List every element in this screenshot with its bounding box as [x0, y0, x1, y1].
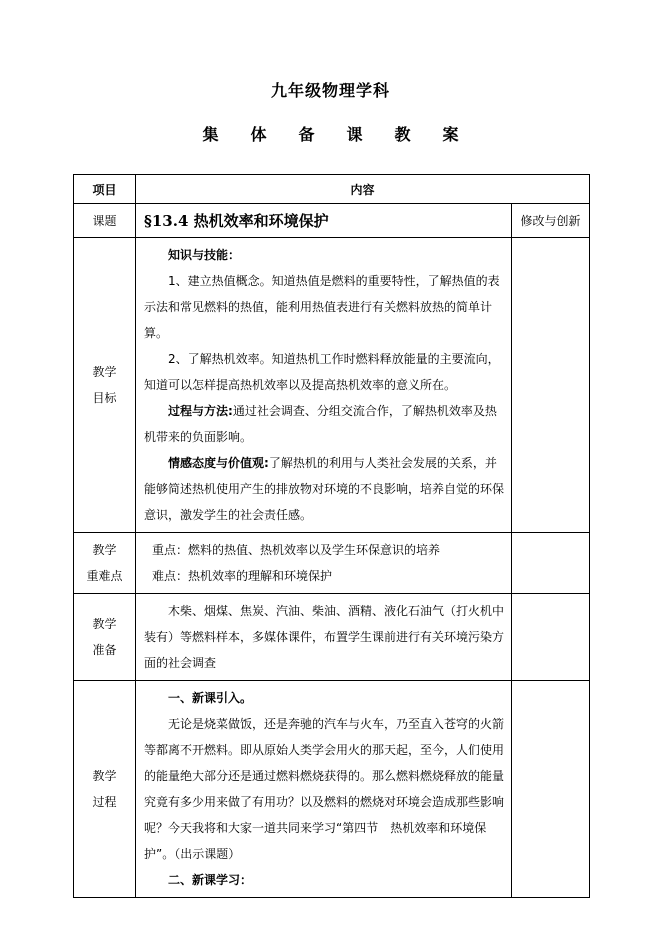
emotion-heading: 情感态度与价值观: — [168, 456, 269, 470]
key-point-text: 重点：燃料的热值、热机效率以及学生环保意识的培养 — [152, 543, 441, 557]
goals-content — [136, 238, 512, 533]
document-type-title — [0, 122, 661, 145]
school-subject-title: 九年级物理学科 — [270, 81, 390, 100]
doc-type-char: 体 — [250, 125, 267, 144]
emotion-text: 了解热机的利用与人类社会发展的关系，并能够简述热机使用产生的排放物对环境的不良影响，培养自觉的环保意识，激发学生的社会责任感。 — [144, 456, 505, 522]
lesson-plan-table — [73, 174, 590, 898]
topic-label: 课题 — [74, 204, 136, 238]
process-text: 通过社会调查、分组交流合作，了解热机效率及热机带来的负面影响。 — [144, 404, 497, 444]
table-header-row — [74, 175, 590, 204]
header-item-cell: 项目 — [74, 175, 136, 204]
header-content-cell: 内容 — [136, 175, 590, 204]
modification-header: 修改与创新 — [511, 204, 589, 238]
preparation-modification-cell — [511, 594, 589, 681]
intro-heading: 一、新课引入。 — [168, 691, 253, 705]
intro-text: 无论是烧菜做饭，还是奔驰的汽车与火车，乃至直入苍穹的火箭等都离不开燃料。即从原始人类学会用火的那天起，至今，人们使用的能量绝大部分还是通过燃料燃烧获得的。那么燃料燃烧释放的能量究竟有多少用来做了有用功？以及燃料的燃烧对环境会造成那些影响呢？今天我将和大家一道共同来学习“第四节 热机效率和环境保护”。（出示课题） — [144, 717, 505, 861]
doc-type-char: 教 — [394, 125, 411, 144]
key-points-content — [136, 533, 512, 594]
key-points-row — [74, 533, 590, 594]
preparation-text: 木柴、烟煤、焦炭、汽油、柴油、酒精、液化石油气（打火机中装有）等燃料样本，多媒体课件，布置学生课前进行有关环境污染方面的社会调查 — [144, 604, 505, 670]
knowledge-item-2: 2、了解热机效率。知道热机工作时燃料释放能量的主要流向，知道可以怎样提高热机效率以及提高热机效率的意义所在。 — [144, 352, 500, 392]
process-content — [136, 681, 512, 898]
doc-type-char: 集 — [202, 125, 219, 144]
knowledge-item-1: 1、建立热值概念。知道热值是燃料的重要特性，了解热值的表示法和常见燃料的热值，能利用热值表进行有关燃料放热的简单计算。 — [144, 274, 500, 340]
process-row — [74, 681, 590, 898]
topic-title: §13.4 热机效率和环境保护 — [136, 204, 512, 238]
goals-row — [74, 238, 590, 533]
preparation-row — [74, 594, 590, 681]
key-points-modification-cell — [511, 533, 589, 594]
knowledge-heading: 知识与技能： — [168, 248, 241, 262]
new-lesson-heading: 二、新课学习： — [168, 873, 253, 887]
process-label: 教学 过程 — [74, 681, 136, 898]
difficulty-text: 难点：热机效率的理解和环境保护 — [152, 569, 333, 583]
doc-type-char: 课 — [346, 125, 363, 144]
preparation-label: 教学 准备 — [74, 594, 136, 681]
process-modification-cell — [511, 681, 589, 898]
goals-modification-cell — [511, 238, 589, 533]
preparation-content — [136, 594, 512, 681]
topic-row — [74, 204, 590, 238]
goals-label: 教学 目标 — [74, 238, 136, 533]
key-points-label: 教学 重难点 — [74, 533, 136, 594]
doc-type-char: 备 — [298, 125, 315, 144]
process-heading: 过程与方法: — [168, 404, 233, 418]
doc-type-char: 案 — [442, 125, 459, 144]
